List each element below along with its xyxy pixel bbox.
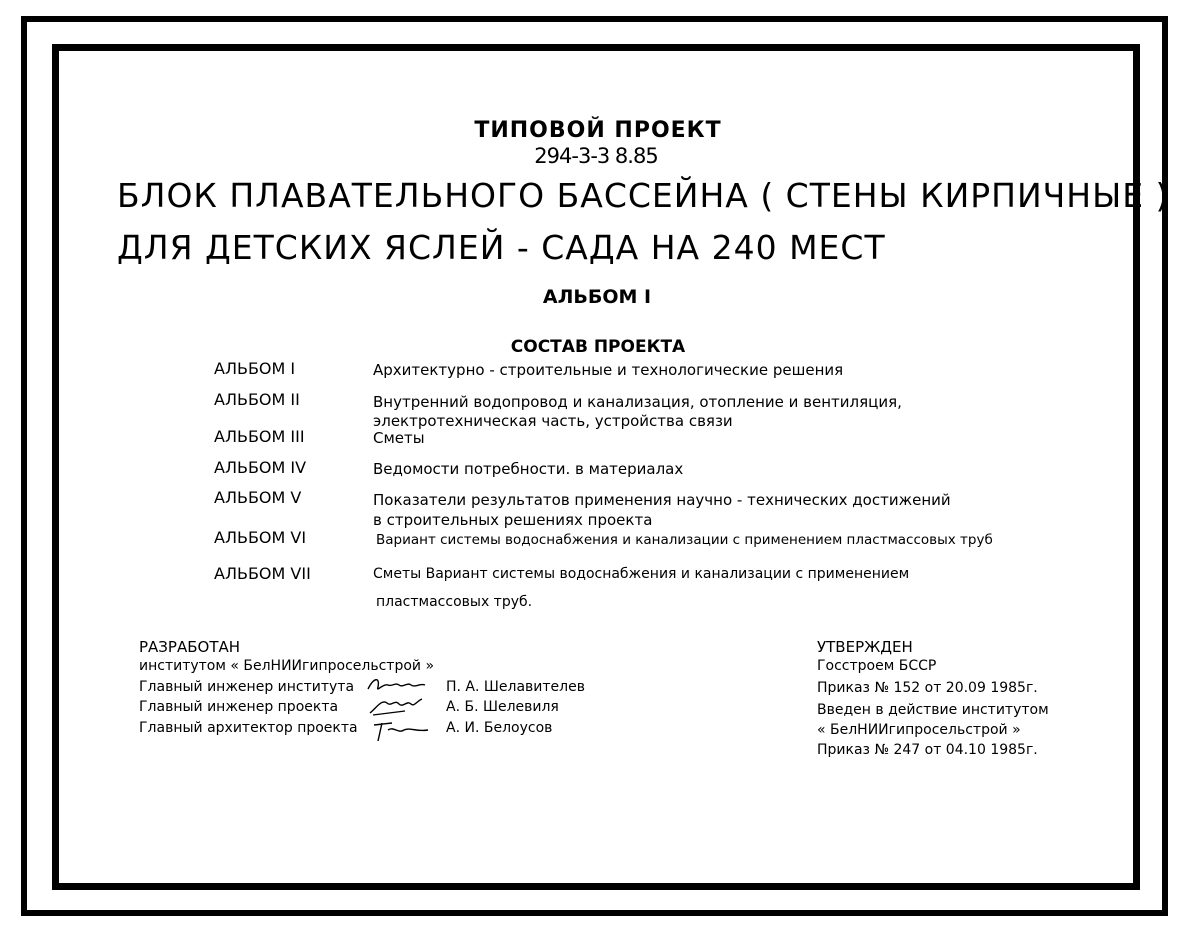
project-number: 294-3-3 8.85 — [534, 144, 658, 168]
signature-image — [370, 717, 432, 743]
album-label: АЛЬБОМ IV — [214, 458, 307, 477]
album-desc: Ведомости потребности. в материалах — [373, 460, 684, 478]
person-name: П. А. Шелавителев — [446, 679, 585, 695]
album-label: АЛЬБОМ III — [214, 427, 305, 446]
person-name: А. Б. Шелевиля — [446, 699, 559, 715]
composition-heading: СОСТАВ ПРОЕКТА — [510, 337, 686, 357]
album-desc: электротехническая часть, устройства связи — [373, 412, 733, 430]
album-desc: Сметы — [373, 429, 425, 447]
approval-order: Приказ № 152 от 20.09 1985г. — [817, 680, 1038, 696]
album-desc: Сметы Вариант системы водоснабжения и канализации с применением — [373, 566, 910, 582]
album-label: АЛЬБОМ V — [214, 488, 302, 507]
album-desc: Архитектурно - строительные и технологические решения — [373, 361, 844, 379]
album-label: АЛЬБОМ II — [214, 390, 300, 409]
role-label: Главный инженер проекта — [139, 699, 339, 715]
album-label: АЛЬБОМ VII — [214, 564, 311, 583]
person-name: А. И. Белоусов — [446, 720, 553, 736]
role-label: Главный архитектор проекта — [139, 720, 358, 736]
approved-heading: УТВЕРЖДЕН — [817, 638, 913, 656]
album-desc: Показатели результатов применения научно - технических достижений — [373, 491, 951, 509]
doc-type: ТИПОВОЙ ПРОЕКТ — [474, 118, 722, 143]
album-desc: Внутренний водопровод и канализация, отопление и вентиляция, — [373, 393, 902, 411]
album-label: АЛЬБОМ VI — [214, 528, 307, 547]
title-line-2: ДЛЯ ДЕТСКИХ ЯСЛЕЙ - САДА НА 240 МЕСТ — [117, 228, 886, 267]
introduced-text: Введен в действие институтом — [817, 702, 1049, 718]
album-label: АЛЬБОМ I — [214, 359, 296, 378]
introduction-order: Приказ № 247 от 04.10 1985г. — [817, 742, 1038, 758]
album-desc: пластмассовых труб. — [376, 594, 533, 610]
album-desc: Вариант системы водоснабжения и канализации с применением пластмассовых труб — [376, 532, 993, 548]
role-label: Главный инженер института — [139, 679, 355, 695]
developed-heading: РАЗРАБОТАН — [139, 638, 241, 656]
signature-image — [365, 674, 427, 696]
title-line-1: БЛОК ПЛАВАТЕЛЬНОГО БАССЕЙНА ( СТЕНЫ КИРПИЧНЫЕ ) — [117, 176, 1170, 215]
introduced-institute: « БелНИИгипросельстрой » — [817, 722, 1021, 738]
developed-institute: институтом « БелНИИгипросельстрой » — [139, 658, 435, 674]
album-title: АЛЬБОМ I — [542, 286, 652, 308]
album-desc: в строительных решениях проекта — [373, 511, 653, 529]
approved-by: Госстроем БССР — [817, 658, 937, 674]
signature-image — [367, 694, 425, 718]
